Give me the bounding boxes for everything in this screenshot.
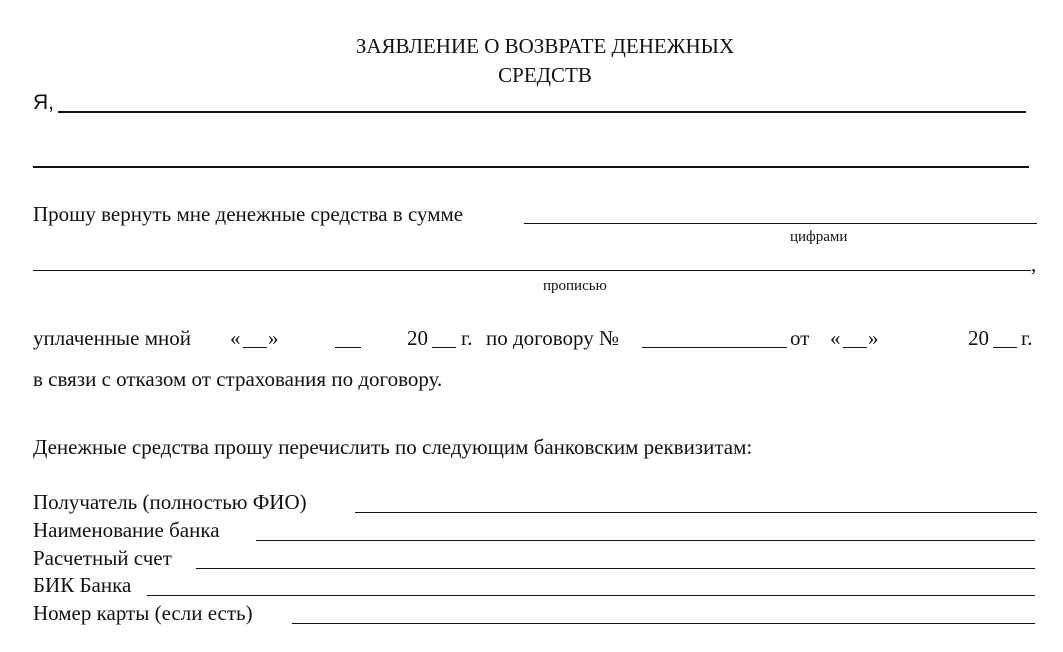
amount-words-line[interactable] — [33, 270, 1031, 271]
open-quote: « — [230, 326, 241, 350]
year-prefix: 20 — [407, 326, 428, 350]
contract-label: по договору № — [486, 326, 620, 350]
year-prefix-2: 20 — [968, 326, 989, 350]
close-quote-2: » — [868, 326, 879, 350]
open-quote-2: « — [830, 326, 841, 350]
contract-number-blank[interactable] — [642, 347, 787, 348]
month-blank[interactable] — [335, 347, 361, 348]
amount-digits-line[interactable] — [524, 223, 1037, 224]
amount-words-comma: , — [1031, 252, 1037, 276]
document-title-line-1: ЗАЯВЛЕНИЕ О ВОЗВРАТЕ ДЕНЕЖНЫХ — [355, 34, 735, 58]
document-title-line-2: СРЕДСТВ — [498, 63, 592, 87]
card-number-label: Номер карты (если есть) — [33, 601, 253, 625]
words-hint: прописью — [543, 278, 607, 294]
close-quote: » — [268, 326, 279, 350]
paid-by-me-label: уплаченные мной — [33, 326, 192, 350]
bank-name-field-line[interactable] — [256, 540, 1035, 541]
reason-text: в связи с отказом от страхования по договору. — [33, 367, 443, 391]
applicant-prefix: Я, — [33, 91, 54, 114]
applicant-name-line-1[interactable] — [58, 111, 1026, 113]
from-label: от — [790, 326, 810, 350]
card-number-field-line[interactable] — [292, 623, 1035, 624]
applicant-name-line-2[interactable] — [33, 166, 1029, 168]
recipient-field-line[interactable] — [355, 512, 1037, 513]
day-blank-2[interactable] — [843, 347, 867, 348]
day-blank[interactable] — [243, 347, 267, 348]
year-suffix: г. — [461, 326, 473, 350]
amount-label: Прошу вернуть мне денежные средства в сумме — [33, 202, 464, 226]
year-blank-2[interactable] — [993, 347, 1017, 348]
account-field-line[interactable] — [196, 568, 1035, 569]
year-blank[interactable] — [432, 347, 456, 348]
bank-details-intro: Денежные средства прошу перечислить по следующим банковским реквизитам: — [33, 435, 753, 459]
year-suffix-2: г. — [1021, 326, 1033, 350]
account-label: Расчетный счет — [33, 546, 172, 570]
bank-name-label: Наименование банка — [33, 518, 220, 542]
recipient-label: Получатель (полностью ФИО) — [33, 490, 307, 514]
bik-field-line[interactable] — [147, 595, 1035, 596]
digits-hint: цифрами — [790, 229, 848, 245]
bik-label: БИК Банка — [33, 573, 132, 597]
